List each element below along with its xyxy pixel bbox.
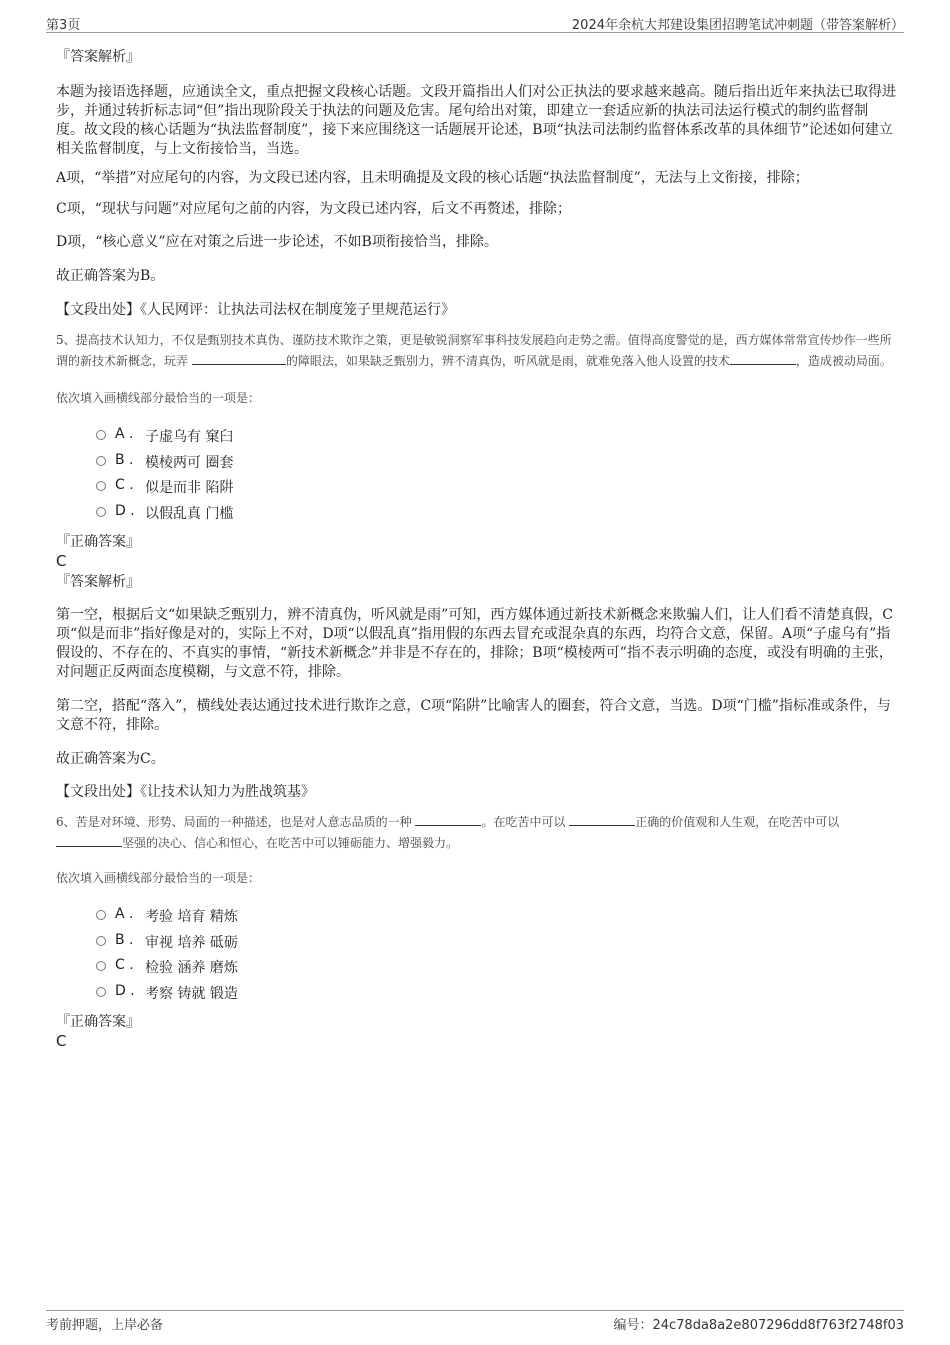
correct-answer-label: 『正确答案』	[56, 1014, 140, 1030]
answer-blank	[415, 813, 481, 826]
analysis-paragraph: 本题为接语选择题，应通读全文，重点把握文段核心话题。文段开篇指出人们对公正执法的要求越来越高。随后指出近年来执法已取得进步，并通过转折标志词“但”指出现阶段关于执法的问题及危害。尾句给出对策，即建立一套适应新的执法司法运行模式的制约监督制度。故文段的核心话题为“执法监督制度”，接下来应围绕这一话题展开论述，B项“执法司法制约监督体系改革的具体细节”论述如何建立相关监督制度，与上文衔接恰当，当选。	[56, 84, 896, 157]
analysis-paragraph: 第一空，根据后文“如果缺乏甄别力，辨不清真伪，听风就是雨”可知，西方媒体通过新技术新概念来欺骗人们，让人们看不清楚真假，C项“似是而非”指好像是对的，实际上不对，D项“以假乱真”指用假的东西去冒充或混杂真的东西，均符合文意，保留。A项“子虚乌有”指假设的、不存在的、不真实的事情，“新技术新概念”并非是不存在的，排除；B项“模棱两可”指不表示明确的态度，或没有明确的主张，对问题正反两面态度模糊，与文意不符，排除。	[56, 607, 894, 680]
radio-icon[interactable]	[96, 430, 106, 440]
page-number: 第3页	[46, 18, 81, 33]
conclusion: 故正确答案为C。	[56, 751, 165, 767]
answer-blank	[730, 352, 796, 365]
page-header	[46, 12, 904, 33]
document-id: 编号：24c78da8a2e807296dd8f763f2748f03	[613, 1318, 904, 1333]
analysis-label: 『答案解析』	[56, 49, 140, 65]
radio-icon[interactable]	[96, 481, 106, 491]
answer-blank	[192, 352, 286, 365]
option-list	[56, 424, 896, 526]
answer-blank	[56, 834, 122, 847]
correct-answer-label: 『正确答案』	[56, 534, 140, 550]
radio-icon[interactable]	[96, 507, 106, 517]
option-b[interactable]: B . 审视 培养 砥砺	[56, 930, 896, 956]
radio-icon[interactable]	[96, 910, 106, 920]
question-instruction: 依次填入画横线部分最恰当的一项是：	[56, 871, 261, 885]
analysis-paragraph: C项，“现状与问题”对应尾句之前的内容，为文段已述内容，后文不再赘述，排除；	[56, 201, 572, 217]
page-footer	[46, 1310, 904, 1335]
source-citation: 【文段出处】《人民网评：让执法司法权在制度笼子里规范运行》	[56, 302, 455, 318]
radio-icon[interactable]	[96, 961, 106, 971]
radio-icon[interactable]	[96, 987, 106, 997]
radio-icon[interactable]	[96, 456, 106, 466]
option-c[interactable]: C . 似是而非 陷阱	[56, 475, 896, 501]
option-d[interactable]: D . 以假乱真 门槛	[56, 501, 896, 527]
footer-slogan: 考前押题，上岸必备	[46, 1318, 164, 1333]
option-b[interactable]: B . 模棱两可 圈套	[56, 450, 896, 476]
analysis-paragraph: 第二空，搭配“落入”，横线处表达通过技术进行欺诈之意，C项“陷阱”比喻害人的圈套，符合文意，当选。D项“门槛”指标准或条件，与文意不符，排除。	[56, 698, 891, 733]
question-stem: 6、苦是对环境、形势、局面的一种描述，也是对人意志品质的一种 。在吃苦中可以 正确的价值观和人生观，在吃苦中可以 坚强的决心、信心和恒心，在吃苦中可以锤砺能力、增强毅力。	[56, 815, 840, 850]
question-instruction: 依次填入画横线部分最恰当的一项是：	[56, 391, 261, 405]
analysis-label: 『答案解析』	[56, 574, 140, 590]
radio-icon[interactable]	[96, 936, 106, 946]
option-a[interactable]: A . 考验 培育 精炼	[56, 904, 896, 930]
analysis-paragraph: D项，“核心意义”应在对策之后进一步论述，不如B项衔接恰当，排除。	[56, 234, 498, 250]
option-c[interactable]: C . 检验 涵养 磨炼	[56, 955, 896, 981]
question-stem: 5、提高技术认知力，不仅是甄别技术真伪、谨防技术欺诈之策，更是敏锐洞察军事科技发展趋向走势之需。值得高度警觉的是，西方媒体常常宣传炒作一些所谓的新技术新概念，玩弄 的障眼法，如果缺乏甄别力，辨不清真伪，听风就是雨，就难免落入他人设置的技术 ，造成被动局面。	[56, 333, 892, 368]
option-list	[56, 904, 896, 1006]
option-a[interactable]: A . 子虚乌有 窠臼	[56, 424, 896, 450]
option-d[interactable]: D . 考察 铸就 锻造	[56, 981, 896, 1007]
correct-answer: C	[56, 1032, 67, 1050]
correct-answer: C	[56, 552, 67, 570]
page-content	[56, 44, 896, 1050]
analysis-paragraph: A项，“举措”对应尾句的内容，为文段已述内容，且未明确提及文段的核心话题“执法监督制度”，无法与上文衔接，排除；	[56, 170, 809, 186]
document-title: 2024年余杭大邦建设集团招聘笔试冲刺题（带答案解析）	[571, 18, 904, 33]
source-citation: 【文段出处】《让技术认知力为胜战筑基》	[56, 784, 315, 800]
answer-blank	[569, 813, 635, 826]
conclusion: 故正确答案为B。	[56, 268, 165, 284]
